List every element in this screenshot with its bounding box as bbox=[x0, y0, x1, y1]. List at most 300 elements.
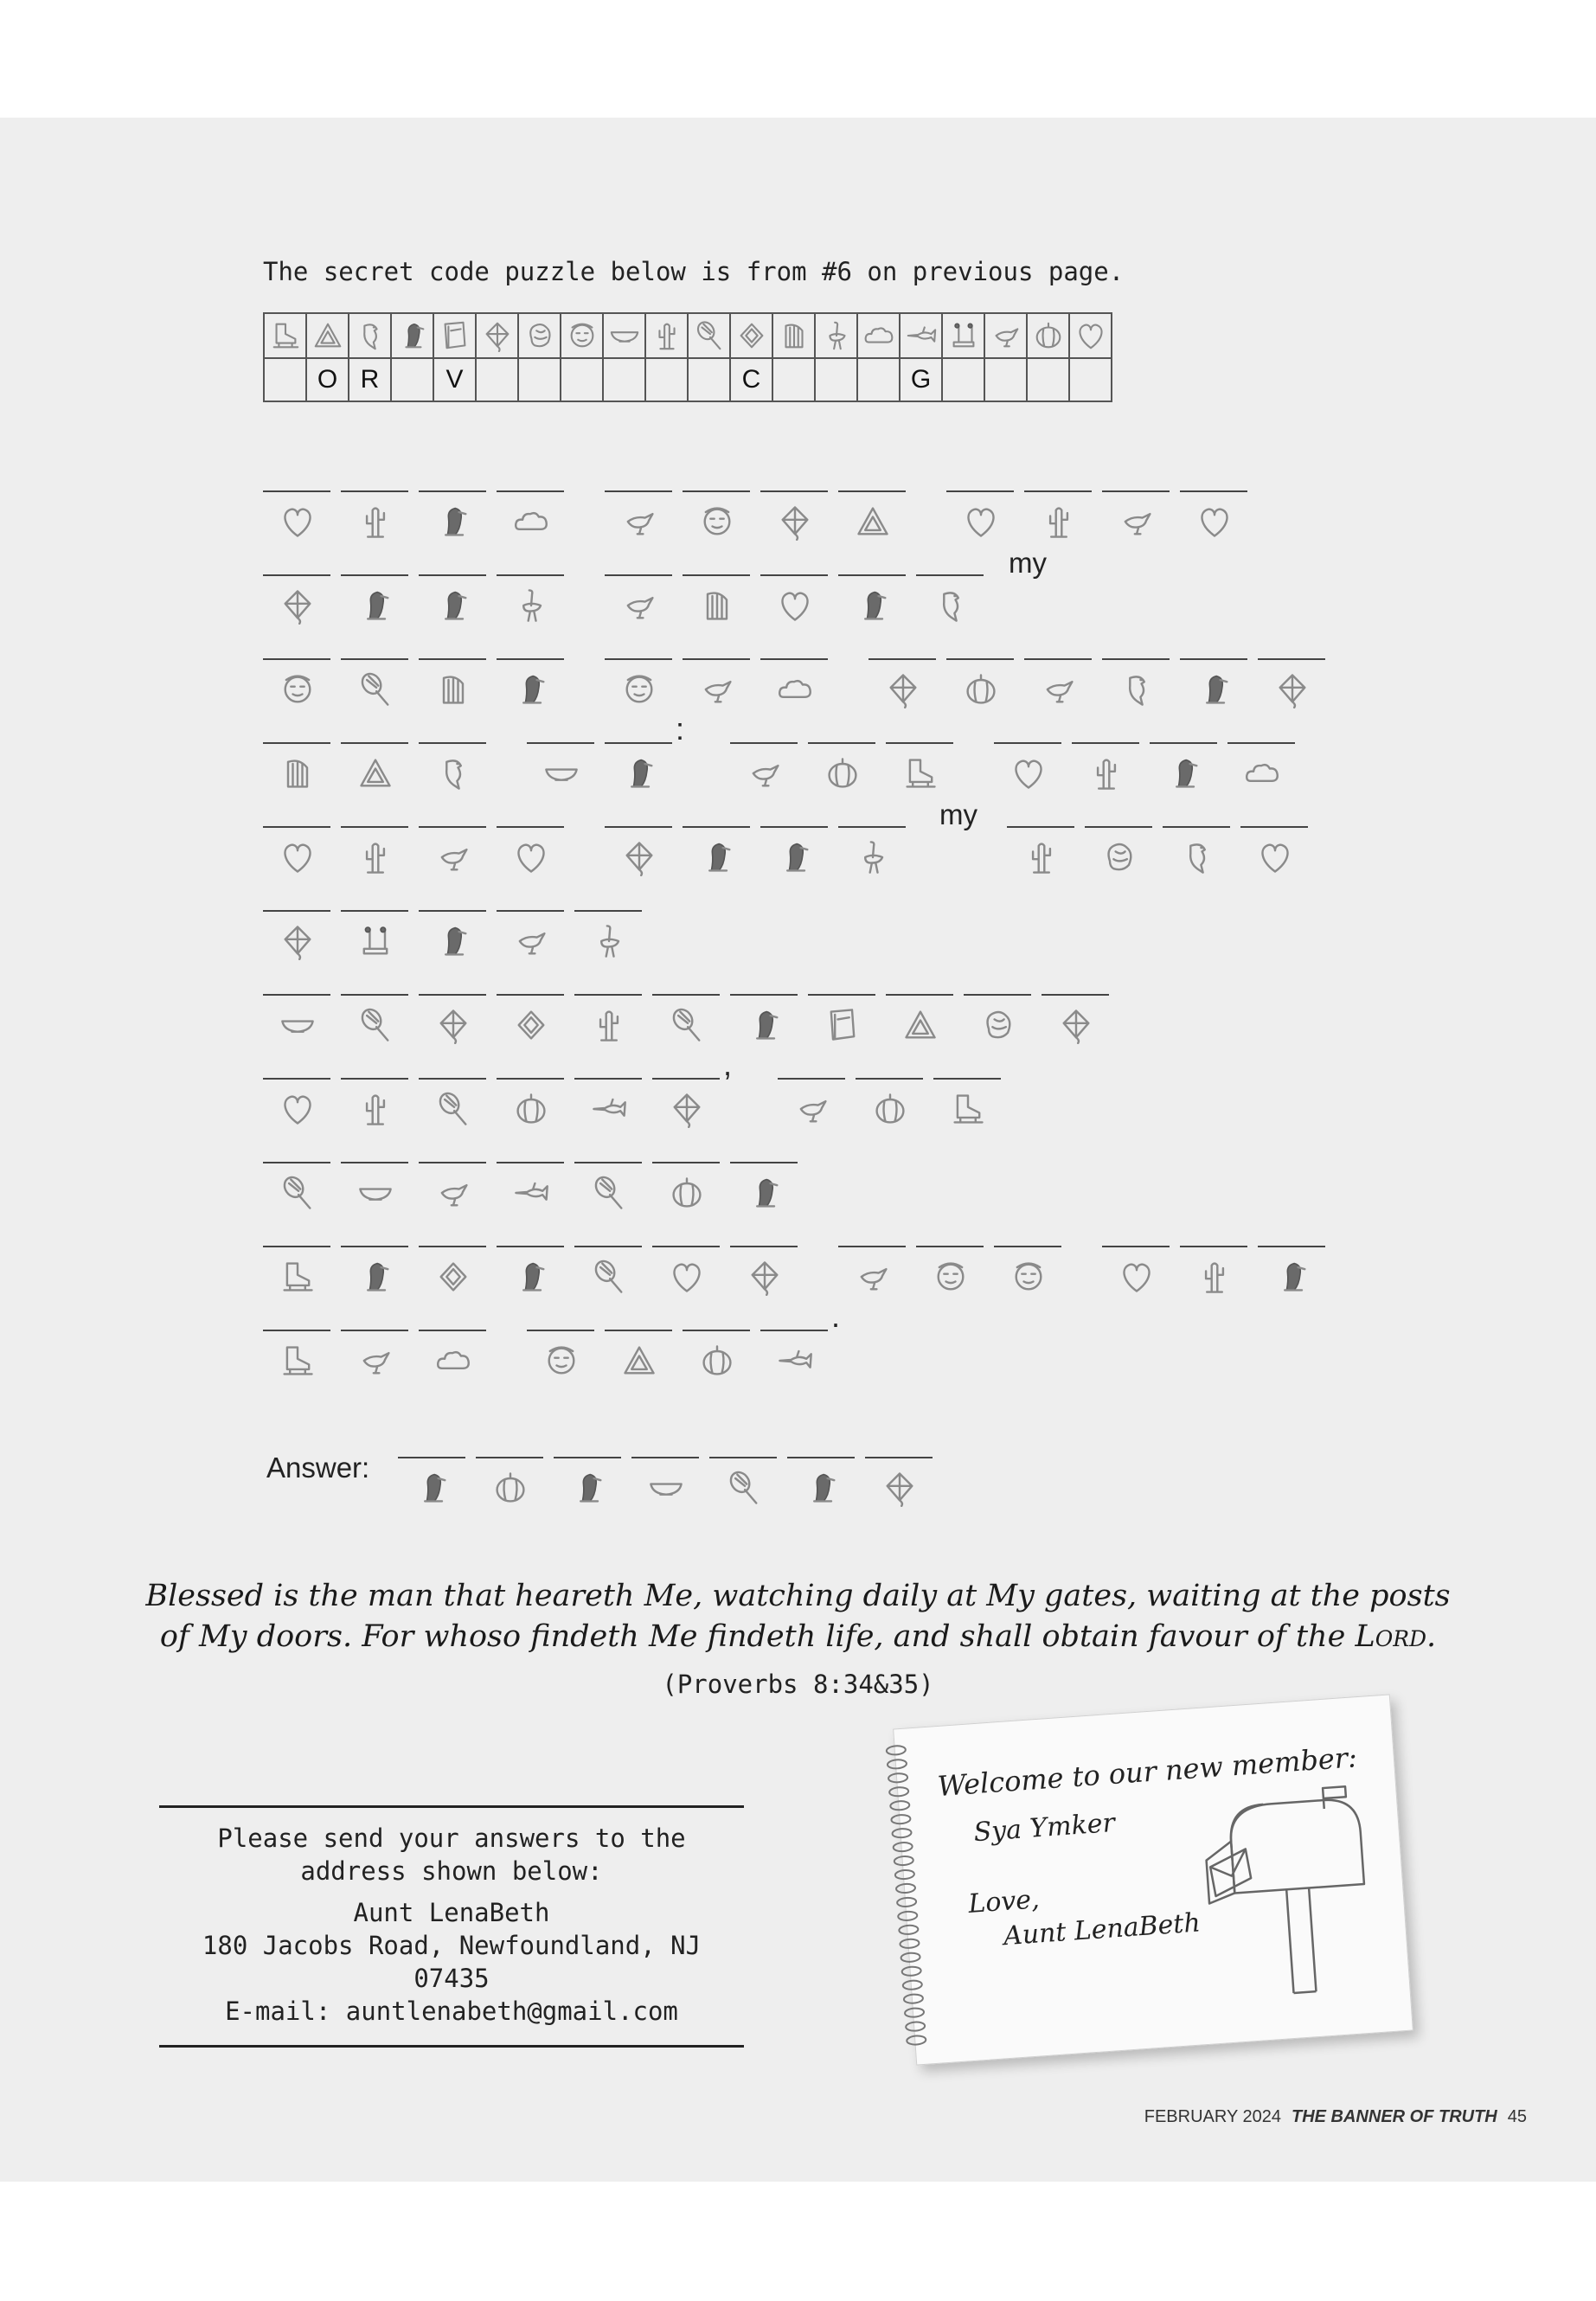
letter-blank[interactable] bbox=[341, 562, 408, 646]
letter-blank[interactable] bbox=[341, 814, 408, 898]
cactus-icon bbox=[356, 503, 394, 541]
racket-icon bbox=[693, 319, 726, 352]
cannon-icon bbox=[356, 922, 394, 960]
swordfish-icon bbox=[512, 1174, 550, 1212]
cactus-icon bbox=[356, 1090, 394, 1128]
heart-icon bbox=[1256, 838, 1294, 876]
racket-icon bbox=[356, 1006, 394, 1044]
letter-blank[interactable] bbox=[1180, 1234, 1247, 1317]
letter-blank[interactable] bbox=[419, 898, 486, 982]
penguin-icon bbox=[1273, 1258, 1311, 1296]
answer-letter-blank[interactable] bbox=[476, 1457, 543, 1541]
key-letter-cell bbox=[772, 358, 815, 401]
key-symbol-cell bbox=[1027, 313, 1069, 358]
letter-blank[interactable] bbox=[263, 1066, 330, 1150]
letter-blank[interactable] bbox=[574, 982, 642, 1066]
kite-icon bbox=[481, 319, 514, 352]
puzzle-line bbox=[263, 798, 1388, 898]
code-key-table bbox=[263, 312, 1112, 402]
book-icon bbox=[824, 1006, 862, 1044]
kite-icon bbox=[776, 503, 814, 541]
letter-blank[interactable] bbox=[856, 1066, 923, 1150]
letter-blank[interactable] bbox=[419, 1150, 486, 1234]
bird-icon bbox=[1040, 670, 1078, 708]
key-symbol-cell bbox=[518, 313, 561, 358]
letter-blank[interactable] bbox=[263, 730, 330, 814]
kite-icon bbox=[434, 1006, 472, 1044]
note-welcome: Welcome to our new member: bbox=[936, 1740, 1358, 1804]
sloth-icon bbox=[279, 670, 317, 708]
footer-month: FEBRUARY 2024 bbox=[1144, 2107, 1281, 2126]
diamond-icon bbox=[434, 1258, 472, 1296]
letter-blank[interactable] bbox=[497, 898, 564, 982]
letter-blank[interactable] bbox=[497, 1066, 564, 1150]
letter-blank[interactable] bbox=[341, 1066, 408, 1150]
ostrich-icon bbox=[854, 838, 892, 876]
letter-blank[interactable] bbox=[497, 646, 564, 730]
puzzle-line bbox=[263, 547, 1388, 646]
letter-blank[interactable] bbox=[341, 982, 408, 1066]
penguin-icon bbox=[356, 586, 394, 625]
letter-blank[interactable] bbox=[683, 646, 750, 730]
address-street: 180 Jacobs Road, Newfoundland, NJ 07435 bbox=[202, 1931, 702, 1993]
pumpkin-icon bbox=[668, 1174, 706, 1212]
cactus-icon bbox=[1087, 754, 1125, 792]
triangle-icon bbox=[356, 754, 394, 792]
letter-blank[interactable] bbox=[263, 1234, 330, 1317]
answer-label: Answer: bbox=[266, 1452, 370, 1484]
parrot-icon bbox=[434, 754, 472, 792]
baseball-glove-icon bbox=[523, 319, 556, 352]
letter-blank[interactable] bbox=[916, 1234, 984, 1317]
verse-line-1: Blessed is the man that heareth Me, watching daily at My gates, waiting at the posts bbox=[145, 1579, 1451, 1613]
letter-blank[interactable] bbox=[1180, 478, 1247, 562]
puzzle-line bbox=[263, 1150, 1388, 1234]
key-letter-cell bbox=[264, 358, 306, 401]
key-symbol-cell bbox=[349, 313, 391, 358]
key-symbol-cell bbox=[561, 313, 603, 358]
letter-blank[interactable] bbox=[263, 898, 330, 982]
letter-blank[interactable] bbox=[683, 562, 750, 646]
given-word: my bbox=[1009, 547, 1047, 579]
puzzle-intro: The secret code puzzle below is from #6 on previous page. bbox=[263, 257, 1125, 286]
key-symbol-cell bbox=[476, 313, 518, 358]
letter-blank[interactable] bbox=[946, 478, 1014, 562]
letter-blank[interactable] bbox=[1258, 1234, 1325, 1317]
penguin-icon bbox=[803, 1469, 841, 1507]
key-letter-cell: C bbox=[730, 358, 772, 401]
key-letter-cell bbox=[815, 358, 857, 401]
letter-blank[interactable] bbox=[574, 1234, 642, 1317]
letter-blank[interactable] bbox=[497, 1234, 564, 1317]
letter-blank[interactable] bbox=[1102, 1234, 1170, 1317]
bird-icon bbox=[434, 1174, 472, 1212]
pumpkin-icon bbox=[1032, 319, 1065, 352]
heart-icon bbox=[1195, 503, 1234, 541]
parrot-icon bbox=[1118, 670, 1156, 708]
pumpkin-icon bbox=[824, 754, 862, 792]
letter-blank[interactable] bbox=[419, 982, 486, 1066]
letter-blank[interactable] bbox=[1072, 730, 1139, 814]
letter-blank[interactable] bbox=[808, 730, 875, 814]
letter-blank[interactable] bbox=[838, 1234, 906, 1317]
cactus-icon bbox=[1022, 838, 1061, 876]
penguin-icon bbox=[356, 1258, 394, 1296]
parrot-icon bbox=[1178, 838, 1216, 876]
letter-blank[interactable] bbox=[652, 1150, 720, 1234]
puzzle-line bbox=[263, 646, 1388, 730]
triangle-icon bbox=[854, 503, 892, 541]
pumpkin-icon bbox=[491, 1469, 529, 1507]
bird-icon bbox=[854, 1258, 892, 1296]
letter-blank[interactable] bbox=[1258, 646, 1325, 730]
letter-blank[interactable] bbox=[605, 478, 672, 562]
racket-icon bbox=[279, 1174, 317, 1212]
penguin-icon bbox=[413, 1469, 452, 1507]
letter-blank[interactable] bbox=[994, 730, 1061, 814]
key-symbol-cell bbox=[391, 313, 433, 358]
letter-blank[interactable] bbox=[341, 646, 408, 730]
puzzle-line bbox=[263, 711, 1388, 814]
key-letter-cell: R bbox=[349, 358, 391, 401]
letter-blank[interactable] bbox=[341, 898, 408, 982]
kite-icon bbox=[881, 1469, 919, 1507]
diamond-icon bbox=[735, 319, 768, 352]
heart-icon bbox=[668, 1258, 706, 1296]
racket-icon bbox=[356, 670, 394, 708]
key-letter-cell: G bbox=[900, 358, 942, 401]
letter-blank[interactable] bbox=[886, 982, 953, 1066]
letter-blank[interactable] bbox=[760, 814, 828, 898]
letter-blank[interactable] bbox=[419, 814, 486, 898]
verse-reference: (Proverbs 8:34&35) bbox=[662, 1670, 934, 1699]
letter-blank[interactable] bbox=[263, 1317, 330, 1401]
bird-icon bbox=[620, 503, 658, 541]
letter-blank[interactable] bbox=[760, 478, 828, 562]
note-love: Love, bbox=[967, 1884, 1041, 1920]
cloud-icon bbox=[512, 503, 550, 541]
diamond-icon bbox=[512, 1006, 550, 1044]
key-symbol-cell bbox=[433, 313, 476, 358]
letter-blank[interactable] bbox=[808, 982, 875, 1066]
footer-page-number: 45 bbox=[1507, 2107, 1527, 2126]
letter-blank[interactable] bbox=[1085, 814, 1152, 898]
letter-blank[interactable] bbox=[263, 814, 330, 898]
penguin-icon bbox=[746, 1006, 784, 1044]
dish-icon bbox=[647, 1469, 685, 1507]
heart-icon bbox=[279, 1090, 317, 1128]
bird-icon bbox=[990, 319, 1022, 352]
key-symbol-cell bbox=[1069, 313, 1112, 358]
letter-blank[interactable] bbox=[838, 814, 906, 898]
letter-blank[interactable] bbox=[683, 814, 750, 898]
letter-blank[interactable] bbox=[527, 730, 594, 814]
puzzle-line bbox=[263, 898, 1388, 982]
harp-icon bbox=[698, 586, 736, 625]
skate-icon bbox=[279, 1258, 317, 1296]
key-letter-cell bbox=[603, 358, 645, 401]
letter-blank[interactable] bbox=[527, 1317, 594, 1401]
parrot-icon bbox=[354, 319, 387, 352]
puzzle-line bbox=[263, 1298, 1388, 1401]
letter-blank[interactable] bbox=[1102, 478, 1170, 562]
key-symbol-cell bbox=[264, 313, 306, 358]
sloth-icon bbox=[620, 670, 658, 708]
letter-blank[interactable] bbox=[419, 1234, 486, 1317]
address-box bbox=[159, 1805, 744, 2048]
letter-blank[interactable] bbox=[760, 562, 828, 646]
puzzle-line bbox=[263, 1234, 1388, 1317]
key-letter-cell bbox=[1027, 358, 1069, 401]
letter-blank[interactable] bbox=[263, 1150, 330, 1234]
letter-blank[interactable] bbox=[497, 982, 564, 1066]
letter-blank[interactable] bbox=[1102, 646, 1170, 730]
pumpkin-icon bbox=[871, 1090, 909, 1128]
letter-blank[interactable] bbox=[263, 982, 330, 1066]
letter-blank[interactable] bbox=[574, 1150, 642, 1234]
triangle-icon bbox=[620, 1342, 658, 1380]
bird-icon bbox=[746, 754, 784, 792]
skate-icon bbox=[269, 319, 302, 352]
letter-blank[interactable] bbox=[1007, 814, 1074, 898]
heart-icon bbox=[279, 838, 317, 876]
sloth-icon bbox=[566, 319, 599, 352]
penguin-icon bbox=[620, 754, 658, 792]
letter-blank[interactable] bbox=[916, 562, 984, 646]
kite-icon bbox=[884, 670, 922, 708]
footer-magazine: THE BANNER OF TRUTH bbox=[1291, 2107, 1497, 2126]
parrot-icon bbox=[932, 586, 970, 625]
racket-icon bbox=[725, 1469, 763, 1507]
answer-letter-blank[interactable] bbox=[554, 1457, 621, 1541]
racket-icon bbox=[590, 1174, 628, 1212]
address-name: Aunt LenaBeth bbox=[353, 1898, 550, 1927]
letter-blank[interactable] bbox=[605, 814, 672, 898]
swordfish-icon bbox=[905, 319, 938, 352]
kite-icon bbox=[279, 586, 317, 625]
letter-blank[interactable] bbox=[497, 478, 564, 562]
answer-letter-blank[interactable] bbox=[398, 1457, 465, 1541]
key-symbol-cell bbox=[942, 313, 984, 358]
cactus-icon bbox=[651, 319, 683, 352]
letter-blank[interactable] bbox=[1150, 730, 1217, 814]
dish-icon bbox=[356, 1174, 394, 1212]
page-footer bbox=[1144, 2107, 1527, 2127]
letter-blank[interactable] bbox=[730, 730, 798, 814]
address-line-1: Please send your answers to the bbox=[217, 1823, 686, 1853]
kite-icon bbox=[620, 838, 658, 876]
cactus-icon bbox=[356, 838, 394, 876]
letter-blank[interactable] bbox=[419, 478, 486, 562]
answer-letter-blank[interactable] bbox=[709, 1457, 777, 1541]
key-symbol-cell bbox=[900, 313, 942, 358]
harp-icon bbox=[778, 319, 811, 352]
letter-blank[interactable] bbox=[605, 730, 672, 814]
dish-icon bbox=[542, 754, 580, 792]
letter-blank[interactable] bbox=[760, 646, 828, 730]
code-key-letters-row bbox=[264, 358, 1112, 401]
bird-icon bbox=[793, 1090, 831, 1128]
key-letter-cell bbox=[857, 358, 900, 401]
kite-icon bbox=[668, 1090, 706, 1128]
letter-blank[interactable] bbox=[730, 982, 798, 1066]
swordfish-icon bbox=[590, 1090, 628, 1128]
swordfish-icon bbox=[776, 1342, 814, 1380]
letter-blank[interactable] bbox=[1180, 646, 1247, 730]
bird-icon bbox=[620, 586, 658, 625]
sloth-icon bbox=[542, 1342, 580, 1380]
address-line-2: address shown below: bbox=[300, 1856, 603, 1886]
book-icon bbox=[439, 319, 471, 352]
ostrich-icon bbox=[512, 586, 550, 625]
verse-line-2 bbox=[87, 1617, 1509, 1657]
letter-blank[interactable] bbox=[341, 478, 408, 562]
letter-blank[interactable] bbox=[419, 1066, 486, 1150]
letter-blank[interactable] bbox=[605, 646, 672, 730]
letter-blank[interactable] bbox=[730, 1234, 798, 1317]
note-member: Sya Ymker bbox=[972, 1807, 1116, 1849]
cactus-icon bbox=[1195, 1258, 1234, 1296]
letter-blank[interactable] bbox=[419, 730, 486, 814]
letter-blank[interactable] bbox=[683, 478, 750, 562]
key-letter-cell bbox=[645, 358, 688, 401]
letter-blank[interactable] bbox=[574, 898, 642, 982]
letter-blank[interactable] bbox=[605, 562, 672, 646]
punctuation: : bbox=[676, 711, 685, 747]
bird-icon bbox=[356, 1342, 394, 1380]
letter-blank[interactable] bbox=[605, 1317, 672, 1401]
key-letter-cell bbox=[518, 358, 561, 401]
racket-icon bbox=[668, 1006, 706, 1044]
verse-lord: Lord. bbox=[1355, 1619, 1437, 1654]
penguin-icon bbox=[746, 1174, 784, 1212]
letter-blank[interactable] bbox=[1024, 646, 1092, 730]
penguin-icon bbox=[434, 586, 472, 625]
cactus-icon bbox=[590, 1006, 628, 1044]
letter-blank[interactable] bbox=[946, 646, 1014, 730]
penguin-icon bbox=[396, 319, 429, 352]
letter-blank[interactable] bbox=[994, 1234, 1061, 1317]
ostrich-icon bbox=[820, 319, 853, 352]
mailbox-icon bbox=[1193, 1780, 1381, 2008]
letter-blank[interactable] bbox=[838, 562, 906, 646]
letter-blank[interactable] bbox=[869, 646, 936, 730]
note-signature: Aunt LenaBeth bbox=[1002, 1907, 1202, 1952]
racket-icon bbox=[590, 1258, 628, 1296]
kite-icon bbox=[746, 1258, 784, 1296]
letter-blank[interactable] bbox=[497, 814, 564, 898]
heart-icon bbox=[1010, 754, 1048, 792]
letter-blank[interactable] bbox=[419, 1317, 486, 1401]
key-letter-cell: V bbox=[433, 358, 476, 401]
letter-blank[interactable] bbox=[778, 1066, 845, 1150]
letter-blank[interactable] bbox=[341, 1150, 408, 1234]
cloud-icon bbox=[776, 670, 814, 708]
bird-icon bbox=[434, 838, 472, 876]
letter-blank[interactable] bbox=[652, 1066, 720, 1150]
penguin-icon bbox=[569, 1469, 607, 1507]
answer-letter-blank[interactable] bbox=[865, 1457, 933, 1541]
letter-blank[interactable] bbox=[760, 1317, 828, 1401]
sloth-icon bbox=[1010, 1258, 1048, 1296]
letter-blank[interactable] bbox=[341, 1234, 408, 1317]
cloud-icon bbox=[1243, 754, 1281, 792]
letter-blank[interactable] bbox=[1042, 982, 1109, 1066]
cloud-icon bbox=[862, 319, 895, 352]
key-letter-cell bbox=[1069, 358, 1112, 401]
answer-section bbox=[266, 1452, 1131, 1538]
letter-blank[interactable] bbox=[419, 562, 486, 646]
sloth-icon bbox=[932, 1258, 970, 1296]
letter-blank[interactable] bbox=[683, 1317, 750, 1401]
key-letter-cell bbox=[688, 358, 730, 401]
key-symbol-cell bbox=[645, 313, 688, 358]
skate-icon bbox=[949, 1090, 987, 1128]
ostrich-icon bbox=[590, 922, 628, 960]
harp-icon bbox=[434, 670, 472, 708]
welcome-notepad bbox=[893, 1694, 1413, 2065]
penguin-icon bbox=[776, 838, 814, 876]
pumpkin-icon bbox=[962, 670, 1000, 708]
punctuation: , bbox=[723, 1047, 733, 1082]
letter-blank[interactable] bbox=[263, 478, 330, 562]
letter-blank[interactable] bbox=[1163, 814, 1230, 898]
triangle-icon bbox=[901, 1006, 939, 1044]
letter-blank[interactable] bbox=[964, 982, 1031, 1066]
key-symbol-cell bbox=[984, 313, 1027, 358]
skate-icon bbox=[901, 754, 939, 792]
heart-icon bbox=[1118, 1258, 1156, 1296]
dish-icon bbox=[279, 1006, 317, 1044]
puzzle-line bbox=[263, 478, 1388, 562]
key-symbol-cell bbox=[730, 313, 772, 358]
key-letter-cell bbox=[561, 358, 603, 401]
letter-blank[interactable] bbox=[652, 1234, 720, 1317]
address-email: E-mail: auntlenabeth@gmail.com bbox=[225, 1997, 678, 2026]
letter-blank[interactable] bbox=[574, 1066, 642, 1150]
heart-icon bbox=[962, 503, 1000, 541]
letter-blank[interactable] bbox=[419, 646, 486, 730]
letter-blank[interactable] bbox=[497, 1150, 564, 1234]
letter-blank[interactable] bbox=[730, 1150, 798, 1234]
answer-letter-blank[interactable] bbox=[631, 1457, 699, 1541]
key-symbol-cell bbox=[306, 313, 349, 358]
letter-blank[interactable] bbox=[497, 562, 564, 646]
heart-icon bbox=[279, 503, 317, 541]
key-symbol-cell bbox=[772, 313, 815, 358]
penguin-icon bbox=[1165, 754, 1203, 792]
puzzle-line bbox=[263, 1047, 1388, 1150]
key-symbol-cell bbox=[815, 313, 857, 358]
answer-letter-blank[interactable] bbox=[787, 1457, 855, 1541]
heart-icon bbox=[776, 586, 814, 625]
key-letter-cell: O bbox=[306, 358, 349, 401]
code-key-symbols-row bbox=[264, 313, 1112, 358]
letter-blank[interactable] bbox=[1240, 814, 1308, 898]
letter-blank[interactable] bbox=[341, 1317, 408, 1401]
bible-verse bbox=[87, 1576, 1509, 1657]
letter-blank[interactable] bbox=[341, 730, 408, 814]
cloud-icon bbox=[434, 1342, 472, 1380]
letter-blank[interactable] bbox=[933, 1066, 1001, 1150]
racket-icon bbox=[434, 1090, 472, 1128]
letter-blank[interactable] bbox=[652, 982, 720, 1066]
letter-blank[interactable] bbox=[263, 562, 330, 646]
letter-blank[interactable] bbox=[838, 478, 906, 562]
heart-icon bbox=[512, 838, 550, 876]
letter-blank[interactable] bbox=[263, 646, 330, 730]
letter-blank[interactable] bbox=[1227, 730, 1295, 814]
